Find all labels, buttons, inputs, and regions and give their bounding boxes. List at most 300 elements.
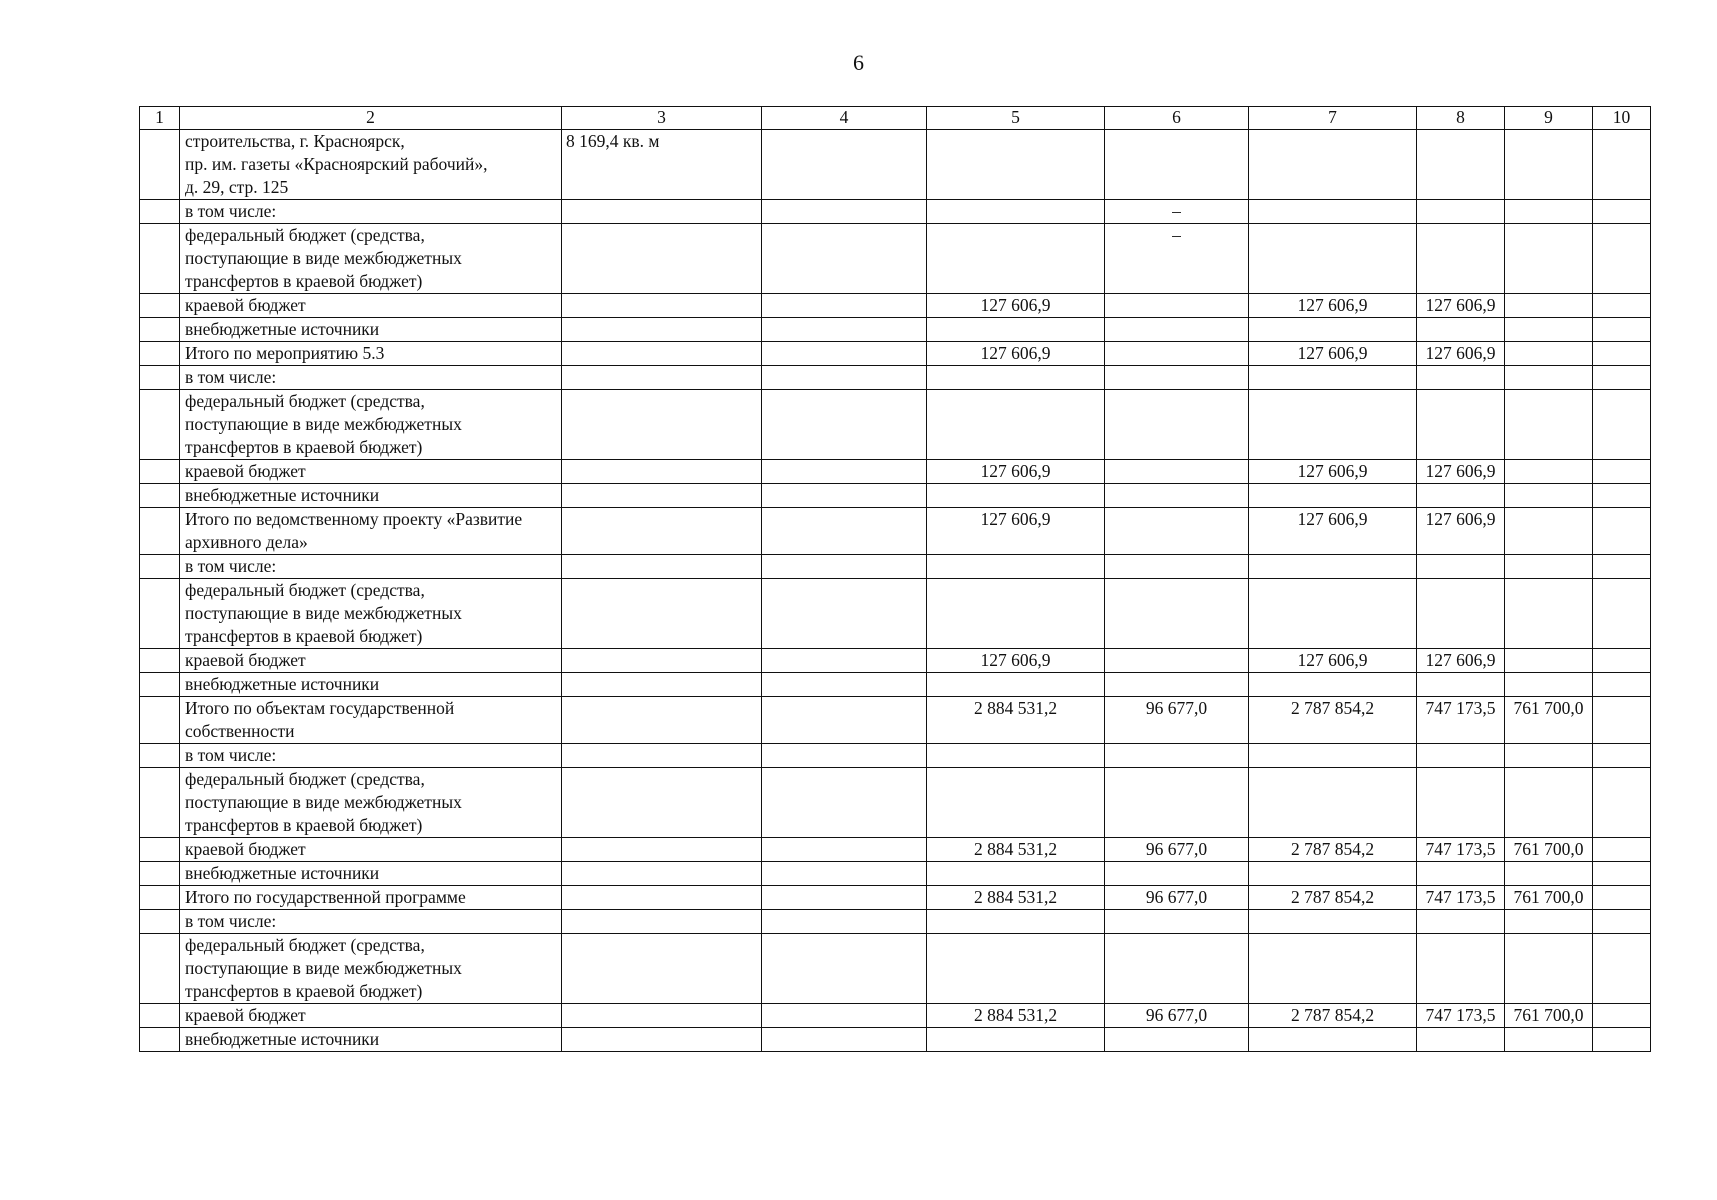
row-label: строительства, г. Красноярск, пр. им. газеты «Красноярский рабочий», д. 29, стр. 125 [185, 131, 488, 197]
cell-col-6 [1105, 673, 1249, 697]
cell-col-2 [180, 934, 562, 1004]
cell-col-9 [1505, 1028, 1593, 1052]
cell-col-8 [1417, 294, 1505, 318]
cell-col-6 [1105, 1028, 1249, 1052]
table-row [140, 744, 1651, 768]
row-label: Итого по объектам государственной собственности [185, 698, 455, 741]
cell-col-9 [1505, 934, 1593, 1004]
table-row [140, 1028, 1651, 1052]
cell-col-1 [140, 484, 180, 508]
row-label: в том числе: [185, 201, 277, 221]
cell-col-8 [1417, 484, 1505, 508]
cell-col-10 [1593, 862, 1651, 886]
cell-col-6 [1105, 294, 1249, 318]
row-label: федеральный бюджет (средства, поступающие в виде межбюджетных трансфертов в краевой бюджет) [185, 391, 462, 457]
cell-col-3 [562, 838, 762, 862]
row-label: Итого по ведомственному проекту «Развитие архивного дела» [185, 509, 523, 552]
cell-col-3 [562, 318, 762, 342]
cell-col-8 [1417, 508, 1505, 555]
column-header-9: 9 [1505, 107, 1593, 130]
cell-col-5 [927, 838, 1105, 862]
page-number: 6 [853, 50, 864, 75]
cell-col-2 [180, 697, 562, 744]
cell-col-3 [562, 484, 762, 508]
column-header-1: 1 [140, 107, 180, 130]
cell-col-5 [927, 224, 1105, 294]
table-header [140, 107, 1651, 130]
table-body [140, 130, 1651, 1052]
row-label: Итого по мероприятию 5.3 [185, 343, 385, 363]
cell-col-5 [927, 673, 1105, 697]
cell-col-4 [762, 697, 927, 744]
cell-value: 761 700,0 [1513, 1005, 1584, 1025]
cell-col-7 [1249, 224, 1417, 294]
cell-col-9 [1505, 508, 1593, 555]
cell-col-7 [1249, 318, 1417, 342]
cell-col-5 [927, 318, 1105, 342]
cell-col-3 [562, 649, 762, 673]
cell-value: 127 606,9 [980, 461, 1051, 481]
cell-col-5 [927, 744, 1105, 768]
cell-col-6 [1105, 579, 1249, 649]
cell-col-3 [562, 934, 762, 1004]
cell-col-4 [762, 744, 927, 768]
cell-col-2 [180, 910, 562, 934]
cell-col-1 [140, 838, 180, 862]
cell-col-6 [1105, 460, 1249, 484]
cell-col-7 [1249, 934, 1417, 1004]
table-row [140, 1004, 1651, 1028]
table-row [140, 200, 1651, 224]
cell-col-1 [140, 460, 180, 484]
cell-col-9 [1505, 838, 1593, 862]
row-label: федеральный бюджет (средства, поступающие в виде межбюджетных трансфертов в краевой бюджет) [185, 769, 462, 835]
cell-col-6 [1105, 342, 1249, 366]
cell-col-10 [1593, 1004, 1651, 1028]
cell-col-10 [1593, 744, 1651, 768]
cell-value: 127 606,9 [1297, 295, 1368, 315]
cell-col-7 [1249, 200, 1417, 224]
cell-col-9 [1505, 342, 1593, 366]
cell-col-8 [1417, 1028, 1505, 1052]
cell-value: 2 787 854,2 [1290, 839, 1375, 859]
column-header-5: 5 [927, 107, 1105, 130]
cell-col-6 [1105, 390, 1249, 460]
cell-col-10 [1593, 697, 1651, 744]
row-label: в том числе: [185, 745, 277, 765]
cell-col-2 [180, 768, 562, 838]
cell-col-9 [1505, 579, 1593, 649]
cell-col-7 [1249, 673, 1417, 697]
cell-col-10 [1593, 838, 1651, 862]
cell-col-3 [562, 200, 762, 224]
cell-col-3 [562, 862, 762, 886]
row-label: Итого по государственной программе [185, 887, 466, 907]
cell-col-6 [1105, 649, 1249, 673]
cell-col-1 [140, 934, 180, 1004]
table-row [140, 342, 1651, 366]
table-row [140, 910, 1651, 934]
cell-col-8 [1417, 744, 1505, 768]
row-label: внебюджетные источники [185, 485, 380, 505]
cell-col-3 [562, 744, 762, 768]
column-header-4: 4 [762, 107, 927, 130]
cell-value: 8 169,4 кв. м [566, 131, 660, 151]
cell-col-5 [927, 886, 1105, 910]
cell-value: 96 677,0 [1145, 839, 1208, 859]
cell-col-4 [762, 579, 927, 649]
cell-col-3 [562, 673, 762, 697]
cell-value: 2 884 531,2 [973, 887, 1058, 907]
cell-col-3 [562, 366, 762, 390]
cell-col-6 [1105, 862, 1249, 886]
cell-col-8 [1417, 768, 1505, 838]
table-row [140, 224, 1651, 294]
cell-value: 127 606,9 [1425, 461, 1496, 481]
cell-value: 761 700,0 [1513, 698, 1584, 718]
cell-value: 127 606,9 [1425, 343, 1496, 363]
cell-value: 2 787 854,2 [1290, 1005, 1375, 1025]
table-row [140, 934, 1651, 1004]
table-row [140, 484, 1651, 508]
column-header-3: 3 [562, 107, 762, 130]
cell-col-1 [140, 342, 180, 366]
cell-col-4 [762, 886, 927, 910]
cell-col-9 [1505, 862, 1593, 886]
cell-value: 747 173,5 [1425, 839, 1496, 859]
cell-col-1 [140, 294, 180, 318]
cell-col-8 [1417, 200, 1505, 224]
cell-col-3 [562, 342, 762, 366]
cell-col-8 [1417, 342, 1505, 366]
table-row [140, 768, 1651, 838]
cell-col-5 [927, 1028, 1105, 1052]
cell-value: 2 787 854,2 [1290, 887, 1375, 907]
cell-col-10 [1593, 649, 1651, 673]
cell-col-5 [927, 484, 1105, 508]
cell-col-9 [1505, 886, 1593, 910]
cell-col-7 [1249, 460, 1417, 484]
cell-col-5 [927, 200, 1105, 224]
table-row [140, 579, 1651, 649]
row-label: федеральный бюджет (средства, поступающие в виде межбюджетных трансфертов в краевой бюджет) [185, 935, 462, 1001]
cell-col-10 [1593, 200, 1651, 224]
cell-col-4 [762, 934, 927, 1004]
cell-value: 2 884 531,2 [973, 839, 1058, 859]
cell-col-8 [1417, 910, 1505, 934]
cell-col-7 [1249, 390, 1417, 460]
cell-col-9 [1505, 744, 1593, 768]
cell-col-4 [762, 460, 927, 484]
cell-col-1 [140, 224, 180, 294]
cell-col-4 [762, 224, 927, 294]
cell-value: 127 606,9 [1425, 650, 1496, 670]
cell-value: 747 173,5 [1425, 1005, 1496, 1025]
cell-col-9 [1505, 1004, 1593, 1028]
cell-col-1 [140, 1028, 180, 1052]
cell-col-5 [927, 130, 1105, 200]
header-row [140, 107, 1651, 130]
cell-col-4 [762, 862, 927, 886]
cell-col-3 [562, 910, 762, 934]
cell-col-3 [562, 768, 762, 838]
cell-col-5 [927, 649, 1105, 673]
column-header-10: 10 [1593, 107, 1651, 130]
cell-col-10 [1593, 342, 1651, 366]
cell-value: 2 787 854,2 [1290, 698, 1375, 718]
table-row [140, 460, 1651, 484]
table-row [140, 673, 1651, 697]
cell-col-4 [762, 390, 927, 460]
row-label: внебюджетные источники [185, 1029, 380, 1049]
cell-col-9 [1505, 224, 1593, 294]
row-label: краевой бюджет [185, 839, 306, 859]
cell-col-6 [1105, 484, 1249, 508]
cell-col-6 [1105, 886, 1249, 910]
cell-col-8 [1417, 673, 1505, 697]
cell-col-1 [140, 768, 180, 838]
cell-value: 127 606,9 [1425, 295, 1496, 315]
cell-value: 127 606,9 [980, 295, 1051, 315]
cell-col-6 [1105, 910, 1249, 934]
cell-value: – [1172, 201, 1181, 221]
cell-col-5 [927, 555, 1105, 579]
cell-col-7 [1249, 886, 1417, 910]
cell-col-8 [1417, 318, 1505, 342]
cell-value: 761 700,0 [1513, 839, 1584, 859]
row-label: краевой бюджет [185, 295, 306, 315]
cell-col-7 [1249, 744, 1417, 768]
cell-col-3 [562, 390, 762, 460]
cell-col-7 [1249, 838, 1417, 862]
cell-col-10 [1593, 460, 1651, 484]
cell-col-7 [1249, 579, 1417, 649]
cell-col-10 [1593, 579, 1651, 649]
cell-col-7 [1249, 555, 1417, 579]
cell-col-10 [1593, 224, 1651, 294]
cell-col-9 [1505, 460, 1593, 484]
cell-col-6 [1105, 555, 1249, 579]
cell-col-10 [1593, 768, 1651, 838]
cell-col-8 [1417, 579, 1505, 649]
cell-col-2 [180, 649, 562, 673]
table-row [140, 649, 1651, 673]
table-row [140, 390, 1651, 460]
cell-col-9 [1505, 200, 1593, 224]
cell-col-5 [927, 579, 1105, 649]
cell-value: 761 700,0 [1513, 887, 1584, 907]
row-label: внебюджетные источники [185, 319, 380, 339]
cell-value: 127 606,9 [1425, 509, 1496, 529]
cell-col-2 [180, 366, 562, 390]
cell-value: 96 677,0 [1145, 1005, 1208, 1025]
cell-col-8 [1417, 224, 1505, 294]
cell-col-8 [1417, 390, 1505, 460]
cell-col-9 [1505, 768, 1593, 838]
table-row [140, 886, 1651, 910]
cell-col-1 [140, 579, 180, 649]
cell-col-2 [180, 673, 562, 697]
cell-col-8 [1417, 460, 1505, 484]
cell-col-2 [180, 744, 562, 768]
cell-col-2 [180, 508, 562, 555]
cell-col-5 [927, 768, 1105, 838]
cell-col-2 [180, 1004, 562, 1028]
cell-value: – [1172, 225, 1181, 245]
cell-col-1 [140, 697, 180, 744]
cell-col-9 [1505, 130, 1593, 200]
cell-col-10 [1593, 934, 1651, 1004]
cell-value: 127 606,9 [1297, 343, 1368, 363]
cell-col-7 [1249, 649, 1417, 673]
cell-col-2 [180, 390, 562, 460]
cell-col-7 [1249, 342, 1417, 366]
cell-col-6 [1105, 200, 1249, 224]
cell-col-6 [1105, 838, 1249, 862]
table-row [140, 838, 1651, 862]
cell-col-6 [1105, 318, 1249, 342]
cell-value: 127 606,9 [980, 343, 1051, 363]
cell-col-2 [180, 224, 562, 294]
cell-col-9 [1505, 697, 1593, 744]
cell-col-3 [562, 697, 762, 744]
cell-col-1 [140, 886, 180, 910]
cell-col-4 [762, 768, 927, 838]
table-row [140, 555, 1651, 579]
cell-col-5 [927, 294, 1105, 318]
cell-value: 127 606,9 [1297, 461, 1368, 481]
cell-col-4 [762, 484, 927, 508]
cell-col-6 [1105, 130, 1249, 200]
row-label: в том числе: [185, 911, 277, 931]
cell-col-1 [140, 649, 180, 673]
cell-col-7 [1249, 910, 1417, 934]
cell-col-2 [180, 460, 562, 484]
cell-col-2 [180, 294, 562, 318]
cell-col-6 [1105, 934, 1249, 1004]
cell-col-10 [1593, 318, 1651, 342]
cell-col-3 [562, 508, 762, 555]
cell-value: 96 677,0 [1145, 887, 1208, 907]
cell-col-2 [180, 484, 562, 508]
cell-col-9 [1505, 390, 1593, 460]
table-row [140, 366, 1651, 390]
cell-col-9 [1505, 910, 1593, 934]
cell-col-4 [762, 1028, 927, 1052]
table-row [140, 130, 1651, 200]
cell-col-9 [1505, 555, 1593, 579]
cell-col-7 [1249, 768, 1417, 838]
cell-col-10 [1593, 886, 1651, 910]
cell-col-10 [1593, 673, 1651, 697]
cell-col-2 [180, 838, 562, 862]
cell-col-10 [1593, 294, 1651, 318]
table-row [140, 862, 1651, 886]
cell-col-8 [1417, 697, 1505, 744]
cell-col-5 [927, 460, 1105, 484]
cell-col-3 [562, 1028, 762, 1052]
cell-col-1 [140, 910, 180, 934]
cell-col-5 [927, 862, 1105, 886]
cell-col-5 [927, 910, 1105, 934]
cell-col-3 [562, 224, 762, 294]
cell-col-6 [1105, 744, 1249, 768]
cell-col-4 [762, 130, 927, 200]
row-label: в том числе: [185, 556, 277, 576]
cell-col-5 [927, 508, 1105, 555]
cell-col-7 [1249, 697, 1417, 744]
cell-col-6 [1105, 508, 1249, 555]
table-row [140, 294, 1651, 318]
row-label: краевой бюджет [185, 650, 306, 670]
cell-value: 96 677,0 [1145, 698, 1208, 718]
cell-col-4 [762, 318, 927, 342]
cell-col-7 [1249, 366, 1417, 390]
cell-col-7 [1249, 1028, 1417, 1052]
cell-col-7 [1249, 484, 1417, 508]
cell-value: 747 173,5 [1425, 698, 1496, 718]
cell-col-4 [762, 200, 927, 224]
cell-col-10 [1593, 130, 1651, 200]
cell-col-10 [1593, 390, 1651, 460]
cell-value: 127 606,9 [980, 509, 1051, 529]
cell-col-7 [1249, 130, 1417, 200]
cell-col-5 [927, 697, 1105, 744]
cell-col-8 [1417, 838, 1505, 862]
cell-col-3 [562, 579, 762, 649]
cell-value: 747 173,5 [1425, 887, 1496, 907]
cell-col-2 [180, 579, 562, 649]
cell-col-5 [927, 342, 1105, 366]
row-label: краевой бюджет [185, 461, 306, 481]
cell-value: 127 606,9 [1297, 650, 1368, 670]
cell-col-1 [140, 508, 180, 555]
cell-col-4 [762, 673, 927, 697]
cell-col-9 [1505, 366, 1593, 390]
cell-col-2 [180, 342, 562, 366]
row-label: внебюджетные источники [185, 863, 380, 883]
budget-table [139, 106, 1651, 1052]
cell-col-8 [1417, 130, 1505, 200]
cell-col-7 [1249, 862, 1417, 886]
cell-col-8 [1417, 649, 1505, 673]
cell-col-6 [1105, 768, 1249, 838]
cell-col-6 [1105, 697, 1249, 744]
table-row [140, 697, 1651, 744]
cell-col-1 [140, 318, 180, 342]
cell-col-8 [1417, 366, 1505, 390]
cell-col-5 [927, 934, 1105, 1004]
cell-col-4 [762, 342, 927, 366]
cell-col-10 [1593, 508, 1651, 555]
cell-col-8 [1417, 1004, 1505, 1028]
cell-col-4 [762, 508, 927, 555]
cell-col-3 [562, 1004, 762, 1028]
cell-col-4 [762, 649, 927, 673]
column-header-7: 7 [1249, 107, 1417, 130]
cell-col-8 [1417, 934, 1505, 1004]
cell-col-2 [180, 886, 562, 910]
cell-col-4 [762, 1004, 927, 1028]
column-header-8: 8 [1417, 107, 1505, 130]
row-label: федеральный бюджет (средства, поступающие в виде межбюджетных трансфертов в краевой бюджет) [185, 580, 462, 646]
row-label: краевой бюджет [185, 1005, 306, 1025]
row-label: внебюджетные источники [185, 674, 380, 694]
cell-col-2 [180, 862, 562, 886]
cell-col-4 [762, 910, 927, 934]
cell-col-8 [1417, 555, 1505, 579]
cell-value: 2 884 531,2 [973, 698, 1058, 718]
